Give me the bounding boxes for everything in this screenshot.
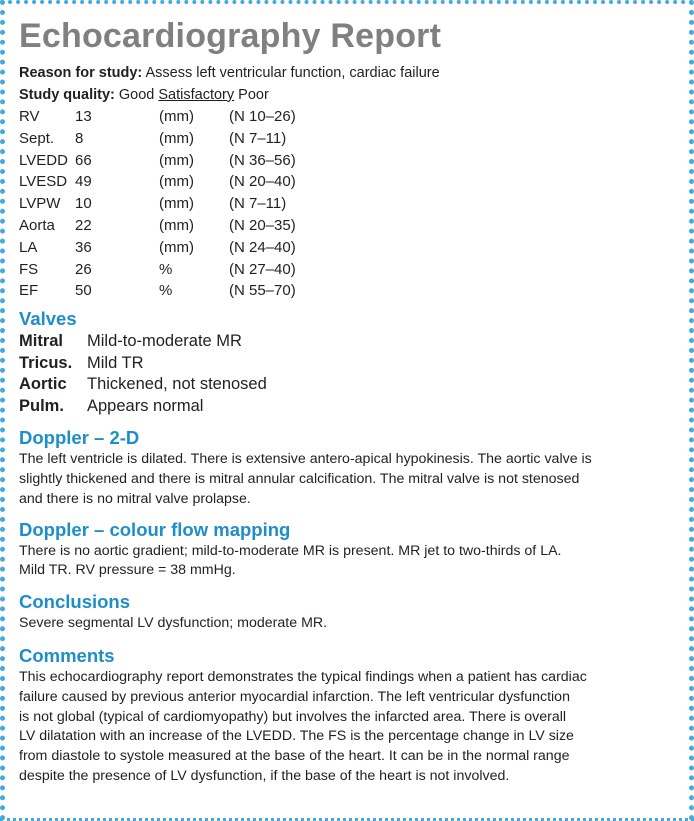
text-line: Severe segmental LV dysfunction; moderate MR. [19,615,328,632]
measure-unit: (mm) [159,173,194,191]
colour-flow-text [19,542,679,582]
measure-name: Sept. [19,129,55,147]
measure-name: FS [19,260,39,278]
measure-unit: (mm) [159,151,194,169]
measure-value: 36 [75,238,92,256]
valve-finding: Mild TR [87,353,144,372]
measure-normal: (N 7–11) [229,195,287,213]
valve-finding: Mild-to-moderate MR [87,332,242,351]
text-line: despite the presence of LV dysfunction, if the base of the heart is not involved. [19,767,510,784]
conclusions-heading: Conclusions [19,591,131,613]
reason-for-study [19,63,679,85]
list-item [19,374,679,396]
text-line: This echocardiography report demonstrates the typical findings when a patient has cardiac [19,668,587,685]
measure-value: 13 [75,108,92,125]
measure-unit: % [159,282,173,300]
measure-value: 50 [75,282,92,300]
measure-value: 22 [75,216,92,234]
text-line: Mild TR. RV pressure = 38 mmHg. [19,562,236,579]
quality-option-poor: Poor [238,86,269,103]
measure-name: LVPW [19,195,61,213]
list-item [19,331,679,353]
measure-value: 8 [75,129,84,147]
comments-heading: Comments [19,644,115,666]
colour-flow-heading: Doppler – colour flow mapping [19,518,291,540]
text-line: The left ventricle is dilated. There is extensive antero-apical hypokinesis. The aortic valve is [19,451,592,468]
table-row [19,106,296,128]
valve-name: Mitral [19,332,64,351]
measure-name: LVEDD [19,151,68,169]
comments-text [19,668,679,787]
valves-list [19,331,679,417]
valve-name: Aortic [19,375,67,394]
list-item [19,396,679,418]
table-row [19,237,296,259]
valve-finding: Thickened, not stenosed [87,375,267,394]
measure-normal: (N 20–35) [229,216,296,234]
measure-normal: (N 20–40) [229,173,296,191]
reason-value: Assess left ventricular function, cardiac failure [145,65,440,81]
doppler-2d-text [19,450,679,509]
measure-unit: (mm) [159,238,194,256]
measure-unit: (mm) [159,216,194,234]
table-row [19,280,296,302]
measure-value: 26 [75,260,92,278]
measure-name: LA [19,238,38,256]
measure-unit: (mm) [159,195,194,213]
measure-normal: (N 27–40) [229,260,296,278]
measure-normal: (N 10–26) [229,108,296,125]
valve-name: Tricus. [19,353,73,372]
reason-label: Reason for study: [19,65,143,81]
study-quality [19,85,679,107]
text-line: from diastole to systole measured at the base of the heart. It can be in the normal range [19,748,570,765]
measure-normal: (N 7–11) [229,129,287,147]
measure-name: Aorta [19,216,55,234]
measure-value: 10 [75,195,92,213]
text-line: slightly thickened and there is mitral annular calcification. The mitral valve is not stenosed [19,470,580,487]
quality-option-satisfactory: Satisfactory [158,86,235,103]
measure-normal: (N 24–40) [229,238,296,256]
quality-option-good: Good [118,86,155,103]
report-title: Echocardiography Report [19,17,442,55]
measure-normal: (N 36–56) [229,151,296,169]
doppler-2d-heading: Doppler – 2-D [19,427,140,449]
table-row [19,193,296,215]
table-row [19,171,296,193]
table-row [19,150,296,172]
valve-name: Pulm. [19,396,64,415]
measure-name: EF [19,282,39,300]
valves-heading: Valves [19,308,77,330]
text-line: failure caused by previous anterior myocardial infarction. The left ventricular dysfunction [19,688,570,705]
text-line: and there is no mitral valve prolapse. [19,490,251,507]
measure-name: LVESD [19,173,68,191]
quality-label: Study quality: [19,86,115,103]
measure-value: 49 [75,173,92,191]
report-content [19,16,679,787]
measure-name: RV [19,108,40,125]
valve-finding: Appears normal [87,396,204,415]
measure-value: 66 [75,151,92,169]
table-row [19,215,296,237]
measure-unit: (mm) [159,108,194,125]
text-line: is not global (typical of cardiomyopathy) but involves the infarcted area. There is overall [19,708,567,725]
list-item [19,353,679,375]
text-line: LV dilatation with an increase of the LVEDD. The FS is the percentage change in LV size [19,728,574,745]
table-row [19,259,296,281]
table-row [19,128,296,150]
measure-unit: % [159,260,173,278]
text-line: There is no aortic gradient; mild-to-moderate MR is present. MR jet to two-thirds of LA. [19,542,562,559]
measure-normal: (N 55–70) [229,282,296,300]
measure-unit: (mm) [159,129,194,147]
conclusions-text [19,614,679,634]
measurements-table [19,106,296,302]
